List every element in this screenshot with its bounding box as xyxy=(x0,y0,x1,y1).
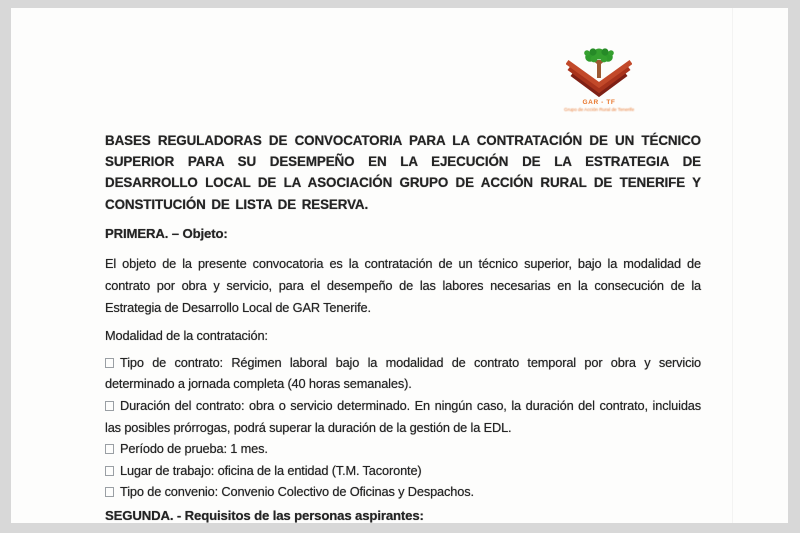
checkbox-bullet-icon xyxy=(105,358,114,368)
bullet-duracion-contrato xyxy=(105,395,701,438)
bullet-periodo-prueba xyxy=(105,438,701,460)
checkbox-bullet-icon xyxy=(105,487,114,497)
modalidad-heading: Modalidad de la contratación: xyxy=(105,328,268,344)
scan-page-edge xyxy=(732,8,733,523)
document-body xyxy=(105,130,701,527)
bullet-text: Tipo de contrato: Régimen laboral bajo la modalidad de contrato temporal por obra y servicio determinado a jornada completa (40 horas semanales). xyxy=(105,354,701,392)
checkbox-bullet-icon xyxy=(105,401,114,411)
document-title: BASES REGULADORAS DE CONVOCATORIA PARA LA CONTRATACIÓN DE UN TÉCNICO SUPERIOR PARA SU DESEMPEÑO EN LA EJECUCIÓN DE LA ESTRATEGIA DE DESARROLLO LOCAL DE LA ASOCIACIÓN GRUPO DE ACCIÓN RURAL DE TENERIFE Y CONSTITUCIÓN DE LISTA DE RESERVA. xyxy=(105,133,701,212)
checkbox-bullet-icon xyxy=(105,444,114,454)
tree-field-logo-icon xyxy=(566,48,632,98)
checkbox-bullet-icon xyxy=(105,466,114,476)
bullet-text: Lugar de trabajo: oficina de la entidad (T.M. Tacoronte) xyxy=(120,462,422,478)
bullet-text: Duración del contrato: obra o servicio determinado. En ningún caso, la duración del contrato, incluidas las posibles prórrogas, podrá superar la duración de la gestión de la EDL. xyxy=(105,397,701,435)
bullet-lugar-trabajo xyxy=(105,460,701,482)
bullet-text: Período de prueba: 1 mes. xyxy=(120,441,268,457)
bullet-tipo-contrato xyxy=(105,352,701,395)
objeto-paragraph: El objeto de la presente convocatoria es la contratación de un técnico superior, bajo la modalidad de contrato por obra y servicio, para el desempeño de las labores necesarias en la consecución de la Estrategia de Desarrollo Local de GAR Tenerife. xyxy=(105,256,701,315)
scanned-document-page xyxy=(11,8,788,523)
section-segunda-heading: SEGUNDA. - Requisitos de las personas aspirantes: xyxy=(105,507,424,523)
gar-tenerife-logo xyxy=(564,48,634,112)
logo-acronym: GAR - TF xyxy=(582,99,616,106)
bullet-tipo-convenio xyxy=(105,481,701,503)
section-primera-heading: PRIMERA. – Objeto: xyxy=(105,225,228,241)
logo-subtitle: Grupo de Acción Rural de Tenerife xyxy=(564,107,635,112)
bullet-text: Tipo de convenio: Convenio Colectivo de Oficinas y Despachos. xyxy=(120,484,474,500)
